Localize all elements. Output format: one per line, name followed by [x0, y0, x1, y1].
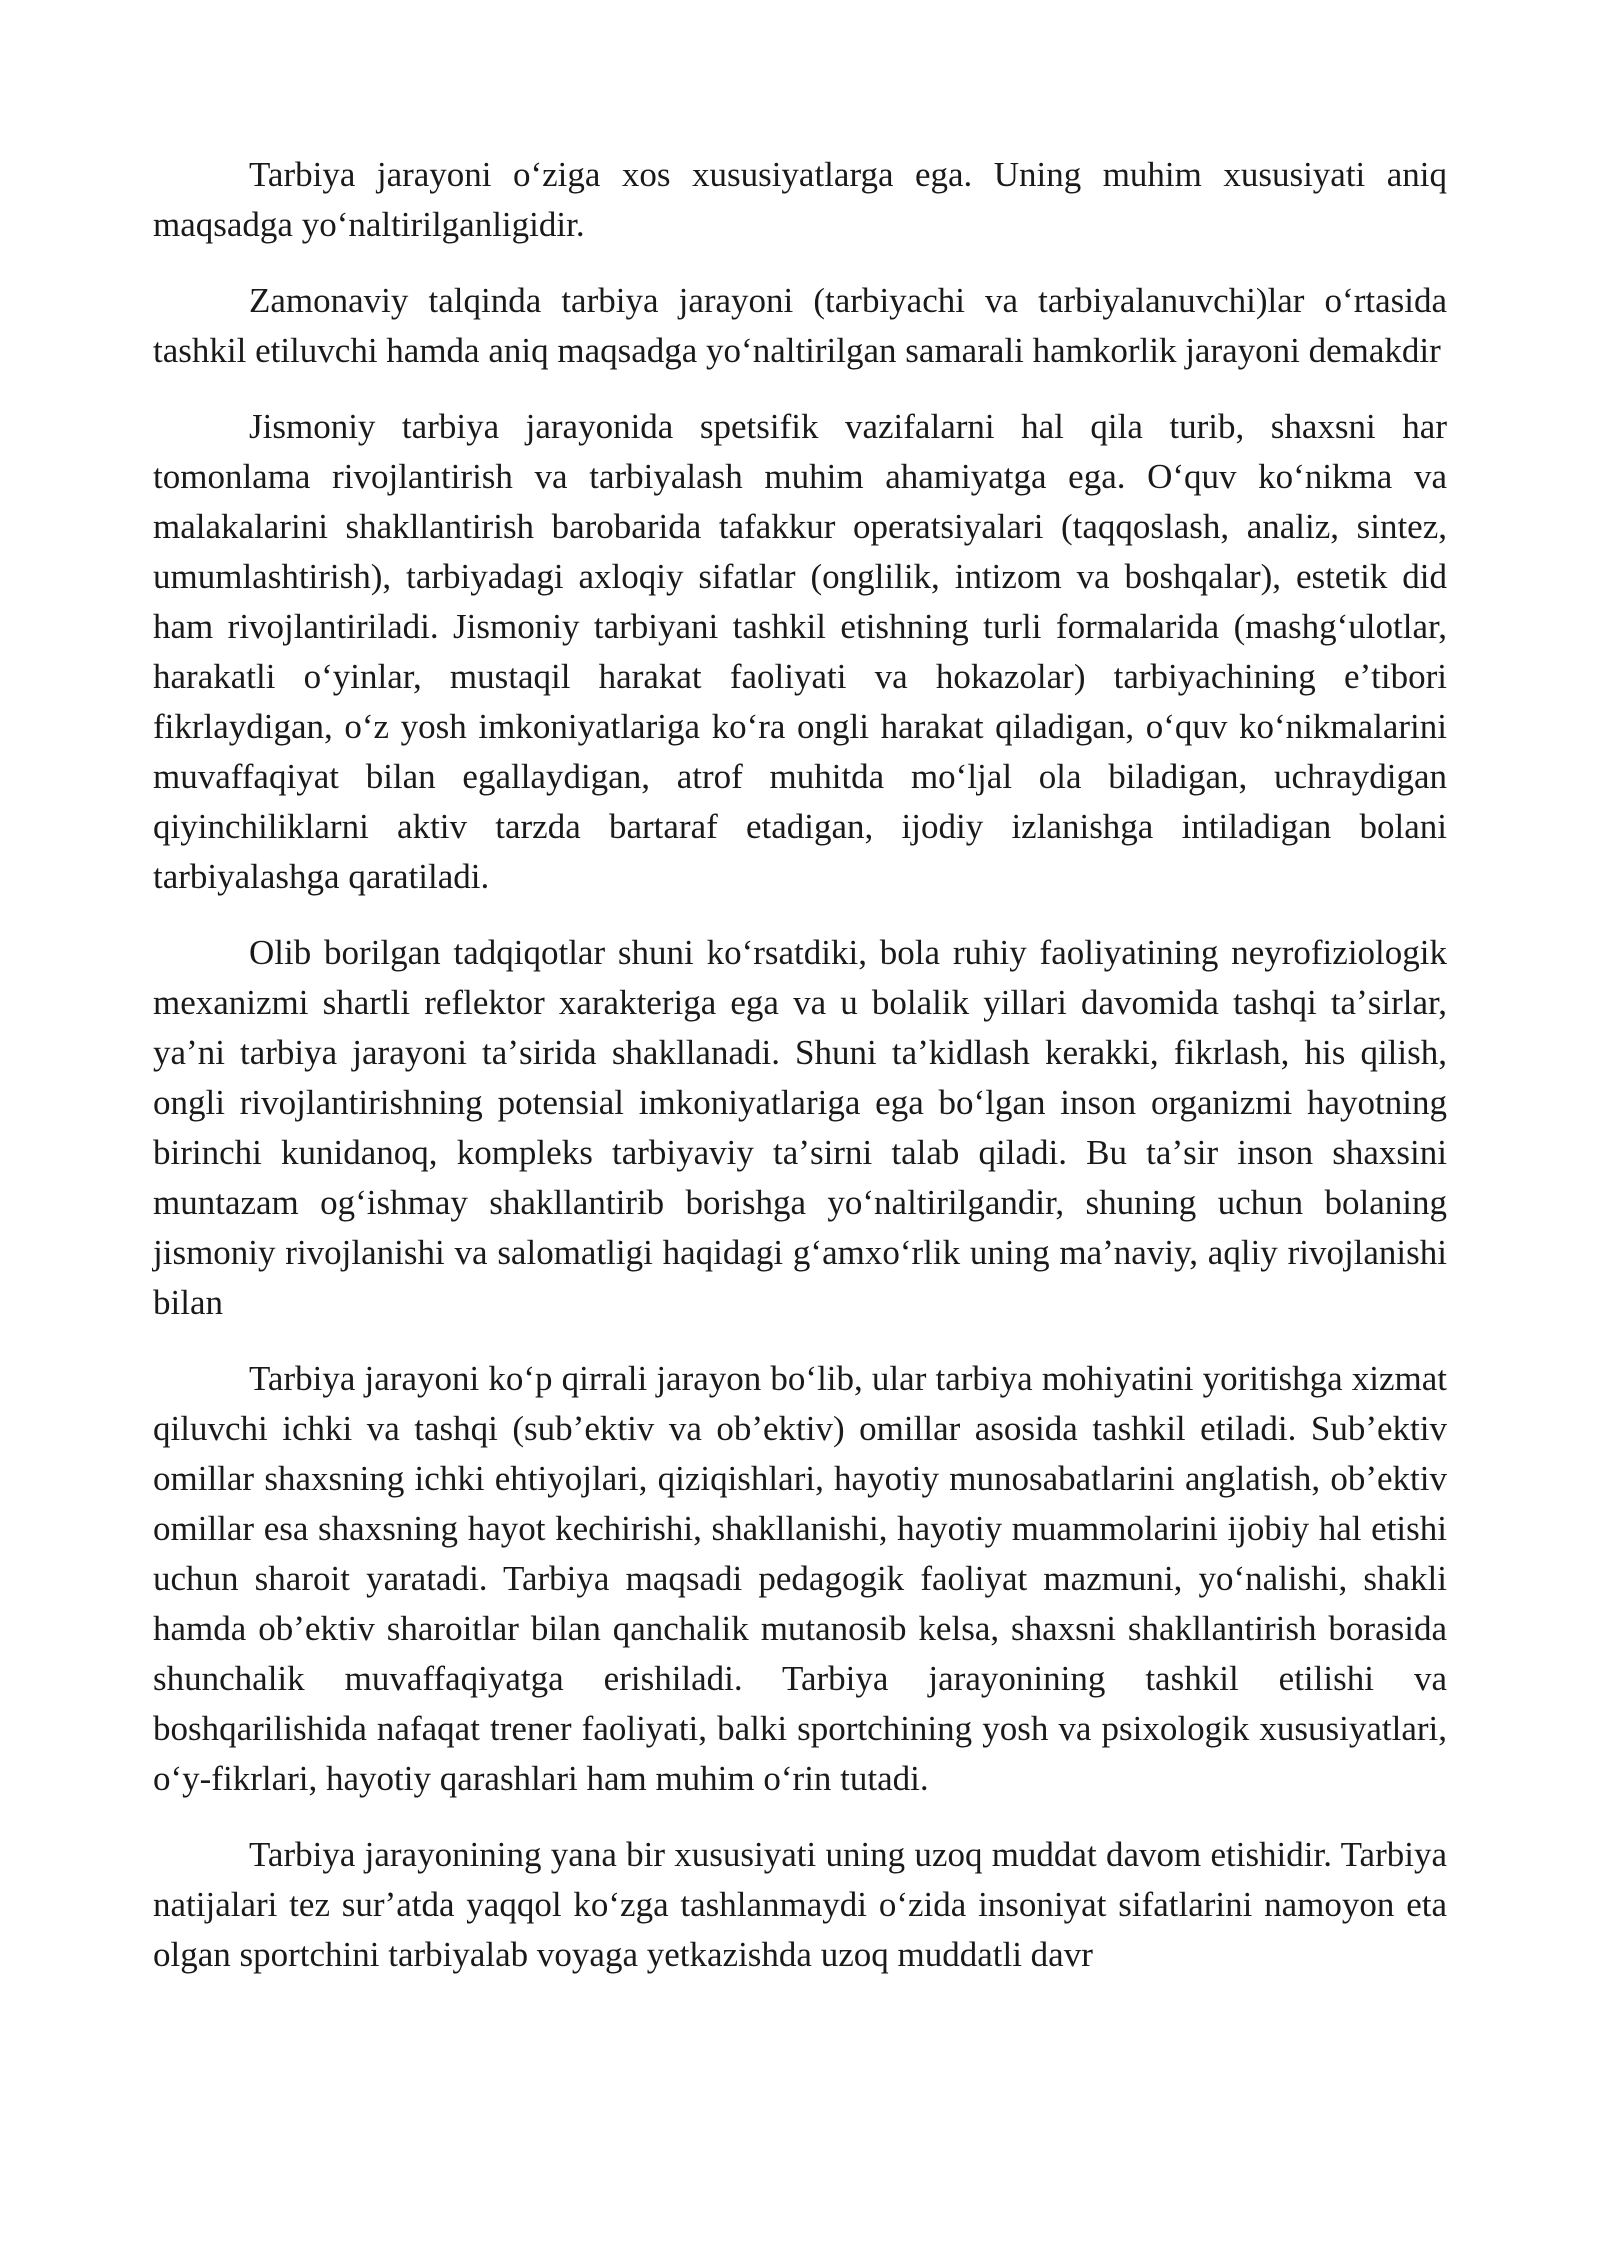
paragraph-3: Jismoniy tarbiya jarayonida spetsifik vazifalarni hal qila turib, shaxsni har tomonlama rivojlantirish va tarbiyalash muhim ahamiyatga ega. Oʻquv koʻnikma va malakalarini shakllantirish barobarida tafakkur operatsiyalari (taqqoslash, analiz, sintez, umumlashtirish), tarbiyadagi axloqiy sifatlar (onglilik, intizom va boshqalar), estetik did ham rivojlantiriladi. Jismoniy tarbiyani tashkil etishning turli formalarida (mashgʻulotlar, harakatli oʻyinlar, mustaqil harakat faoliyati va hokazolar) tarbiyachining eʼtibori fikrlaydigan, oʻz yosh imkoniyatlariga koʻra ongli harakat qiladigan, oʻquv koʻnikmalarini muvaffaqiyat bilan egallaydigan, atrof muhitda moʻljal ola biladigan, uchraydigan qiyinchiliklarni aktiv tarzda bartaraf etadigan, ijodiy izlanishga intiladigan bolani tarbiyalashga qaratiladi.	[153, 407, 1447, 896]
paragraph-4: Olib borilgan tadqiqotlar shuni koʻrsatdiki, bola ruhiy faoliyatining neyrofiziologik mexanizmi shartli reflektor xarakteriga ega va u bolalik yillari davomida tashqi taʼsirlar, yaʼni tarbiya jarayoni taʼsirida shakllanadi. Shuni taʼkidlash kerakki, fikrlash, his qilish, ongli rivojlantirishning potensial imkoniyatlariga ega boʻlgan inson organizmi hayotning birinchi kunidanoq, kompleks tarbiyaviy taʼsirni talab qiladi. Bu taʼsir inson shaxsini muntazam ogʻishmay shakllantirib borishga yoʻnaltirilgandir, shuning uchun bolaning jismoniy rivojlanishi va salomatligi haqidagi gʻamxoʻrlik uning maʼnaviy, aqliy rivojlanishi bilan	[153, 933, 1447, 1322]
paragraph-5: Tarbiya jarayoni koʻp qirrali jarayon boʻlib, ular tarbiya mohiyatini yoritishga xizmat qiluvchi ichki va tashqi (subʼektiv va obʼektiv) omillar asosida tashkil etiladi. Subʼektiv omillar shaxsning ichki ehtiyojlari, qiziqishlari, hayotiy munosabatlarini anglatish, obʼektiv omillar esa shaxsning hayot kechirishi, shakllanishi, hayotiy muammolarini ijobiy hal etishi uchun sharoit yaratadi. Tarbiya maqsadi pedagogik faoliyat mazmuni, yoʻnalishi, shakli hamda obʼektiv sharoitlar bilan qanchalik mutanosib kelsa, shaxsni shakllantirish borasida shunchalik muvaffaqiyatga erishiladi. Tarbiya jarayonining tashkil etilishi va boshqarilishida nafaqat trener faoliyati, balki sportchining yosh va psixologik xususiyatlari, oʻy-fikrlari, hayotiy qarashlari ham muhim oʻrin tutadi.	[153, 1359, 1447, 1798]
paragraph-6: Tarbiya jarayonining yana bir xususiyati uning uzoq muddat davom etishidir. Tarbiya natijalari tez surʼatda yaqqol koʻzga tashlanmaydi oʻzida insoniyat sifatlarini namoyon eta olgan sportchini tarbiyalab voyaga yetkazishda uzoq muddatli davr	[153, 1835, 1447, 1974]
document-body	[153, 150, 1447, 2006]
paragraph-2: Zamonaviy talqinda tarbiya jarayoni (tarbiyachi va tarbiyalanuvchi)lar oʻrtasida tashkil etiluvchi hamda aniq maqsadga yoʻnaltirilgan samarali hamkorlik jarayoni demakdir	[153, 281, 1447, 370]
paragraph-1: Tarbiya jarayoni oʻziga xos xususiyatlarga ega. Uning muhim xususiyati aniq maqsadga yoʻnaltirilganligidir.	[153, 155, 1447, 244]
